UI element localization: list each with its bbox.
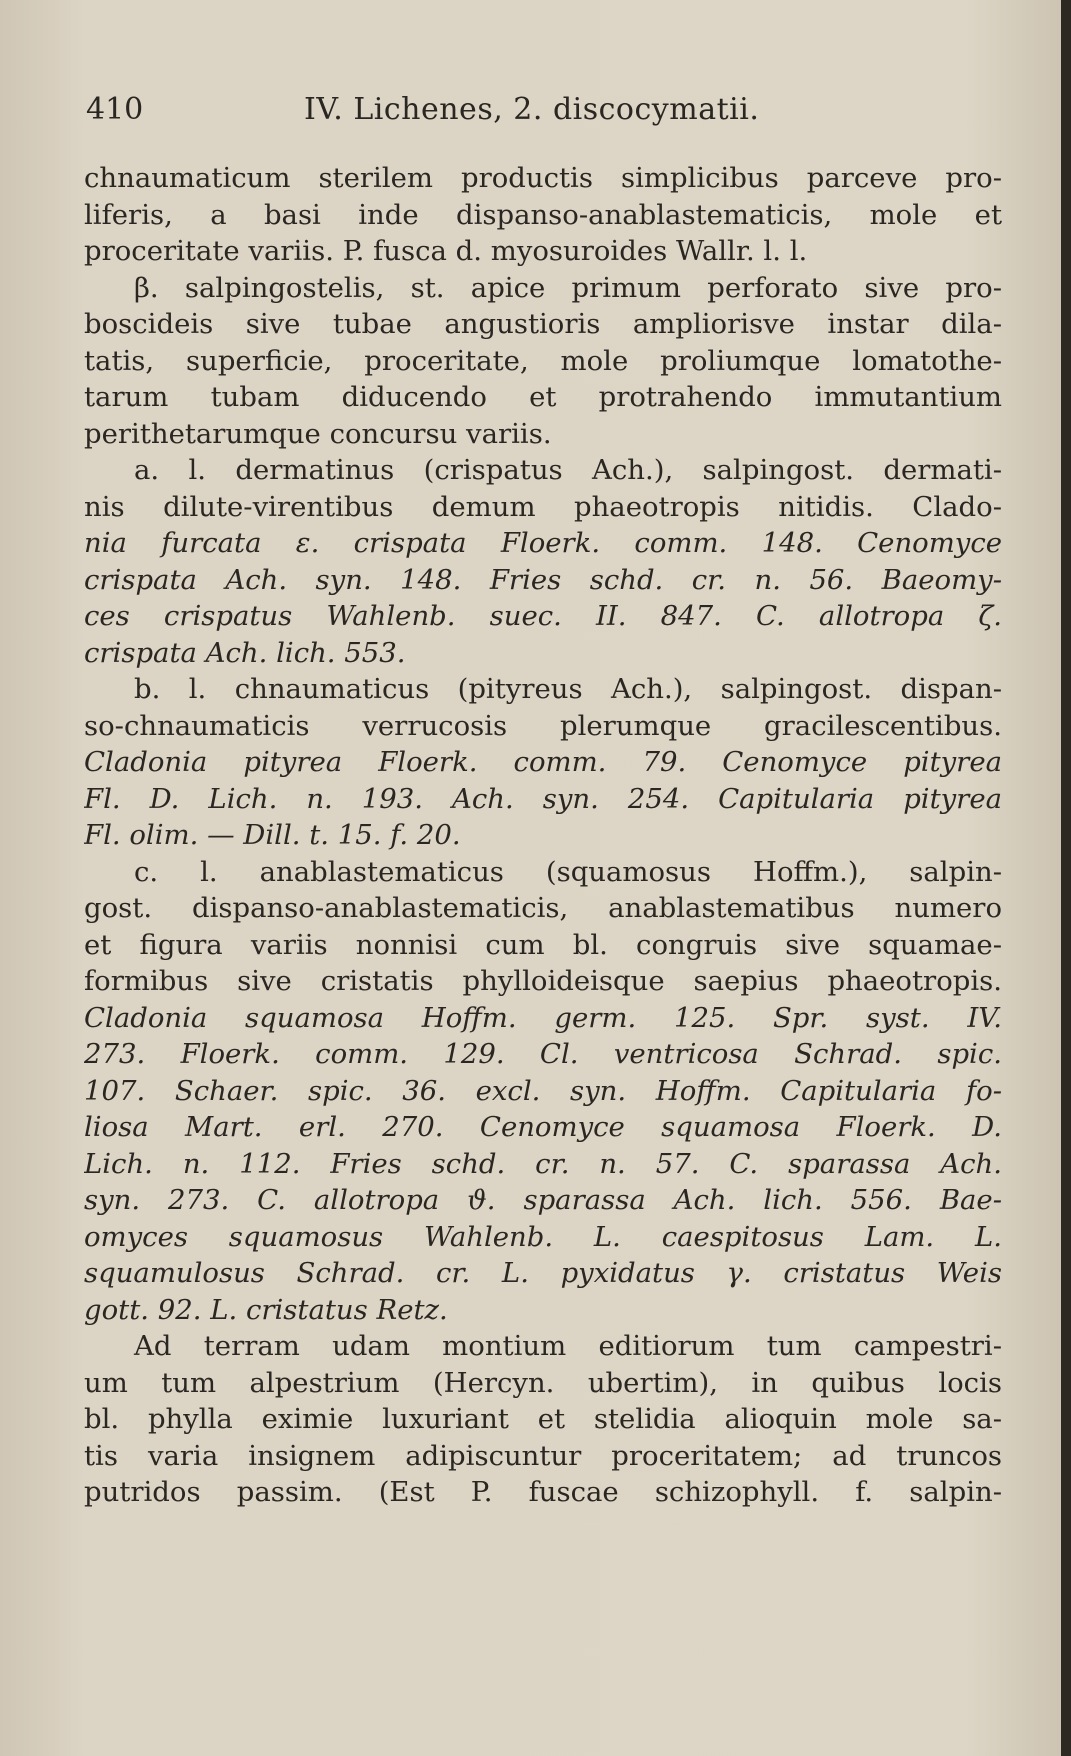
text-line: omyces squamosus Wahlenb. L. caespitosus Lam. L. (84, 1220, 1002, 1253)
text-line: boscideis sive tubae angustioris ampliorisve instar dila- (84, 308, 1002, 340)
text-line: Fl. D. Lich. n. 193. Ach. syn. 254. Capitularia pityrea (84, 782, 1002, 815)
text-line: syn. 273. C. allotropa ϑ. sparassa Ach. lich. 556. Bae- (84, 1184, 1002, 1216)
paragraph-intro (84, 160, 1002, 270)
text-line: Fl. olim. — Dill. t. 15. f. 20. (84, 819, 461, 851)
text-line: liferis, a basi inde dispanso-anablastematicis, mole et (84, 198, 1002, 231)
text-line: nis dilute-virentibus demum phaeotropis nitidis. Clado- (84, 490, 1002, 523)
paragraph-habitat (84, 1328, 1002, 1511)
paragraph-c-anablastematicus (84, 854, 1002, 1329)
paragraph-beta (84, 270, 1002, 453)
page-number: 410 (86, 92, 144, 127)
text-line: liosa Mart. erl. 270. Cenomyce squamosa Floerk. D. (84, 1111, 1002, 1143)
text-line: tatis, superficie, proceritate, mole proliumque lomatothe- (84, 344, 1002, 377)
text-line: Ad terram udam montium editiorum tum campestri- (134, 1330, 1002, 1362)
text-line: squamulosus Schrad. cr. L. pyxidatus γ. cristatus Weis (84, 1257, 1002, 1289)
text-line: Cladonia pityrea Floerk. comm. 79. Cenomyce pityrea (84, 746, 1002, 778)
text-line: gott. 92. L. cristatus Retz. (84, 1293, 448, 1326)
text-line: um tum alpestrium (Hercyn. ubertim), in quibus locis (84, 1366, 1002, 1399)
text-line: Lich. n. 112. Fries schd. cr. n. 57. C. sparassa Ach. (84, 1147, 1002, 1180)
text-line: proceritate variis. P. fusca d. myosuroides Wallr. l. l. (84, 235, 808, 267)
running-head: IV. Lichenes, 2. discocymatii. (304, 92, 760, 127)
text-line: perithetarumque concursu variis. (84, 417, 552, 450)
paragraph-a-dermatinus (84, 452, 1002, 671)
text-line: crispata Ach. lich. 553. (84, 636, 406, 669)
text-line: et figura variis nonnisi cum bl. congruis sive squamae- (84, 928, 1002, 961)
text-line: b. l. chnaumaticus (pityreus Ach.), salpingost. dispan- (134, 673, 1002, 705)
text-line: bl. phylla eximie luxuriant et stelidia alioquin mole sa- (84, 1403, 1002, 1435)
page-edge-shadow (1061, 0, 1071, 1756)
text-line: putridos passim. (Est P. fuscae schizophyll. f. salpin- (84, 1476, 1002, 1508)
page-header (86, 88, 1000, 132)
paragraph-b-chnaumaticus (84, 671, 1002, 854)
text-line: crispata Ach. syn. 148. Fries schd. cr. n. 56. Baeomy- (84, 563, 1002, 596)
text-line: so-chnaumaticis verrucosis plerumque gracilescentibus. (84, 709, 1002, 742)
text-line: a. l. dermatinus (crispatus Ach.), salpingost. dermati- (134, 454, 1002, 486)
text-line: formibus sive cristatis phylloideisque saepius phaeotropis. (84, 965, 1002, 997)
text-line: tarum tubam diducendo et protrahendo immutantium (84, 381, 1002, 413)
text-line: 273. Floerk. comm. 129. Cl. ventricosa Schrad. spic. (84, 1038, 1002, 1070)
text-line: nia furcata ε. crispata Floerk. comm. 148. Cenomyce (84, 527, 1002, 559)
text-line: Cladonia squamosa Hoffm. germ. 125. Spr. syst. IV. (84, 1001, 1002, 1034)
text-line: gost. dispanso-anablastematicis, anablastematibus numero (84, 892, 1002, 924)
text-line: ces crispatus Wahlenb. suec. II. 847. C. allotropa ζ. (84, 600, 1002, 632)
text-line: 107. Schaer. spic. 36. excl. syn. Hoffm. Capitularia fo- (84, 1074, 1002, 1107)
text-body (84, 160, 1002, 1511)
text-line: β. salpingostelis, st. apice primum perforato sive pro- (134, 271, 1002, 304)
text-line: tis varia insignem adipiscuntur proceritatem; ad truncos (84, 1439, 1002, 1472)
text-line: c. l. anablastematicus (squamosus Hoffm.), salpin- (134, 855, 1002, 888)
text-line: chnaumaticum sterilem productis simplicibus parceve pro- (84, 162, 1002, 194)
